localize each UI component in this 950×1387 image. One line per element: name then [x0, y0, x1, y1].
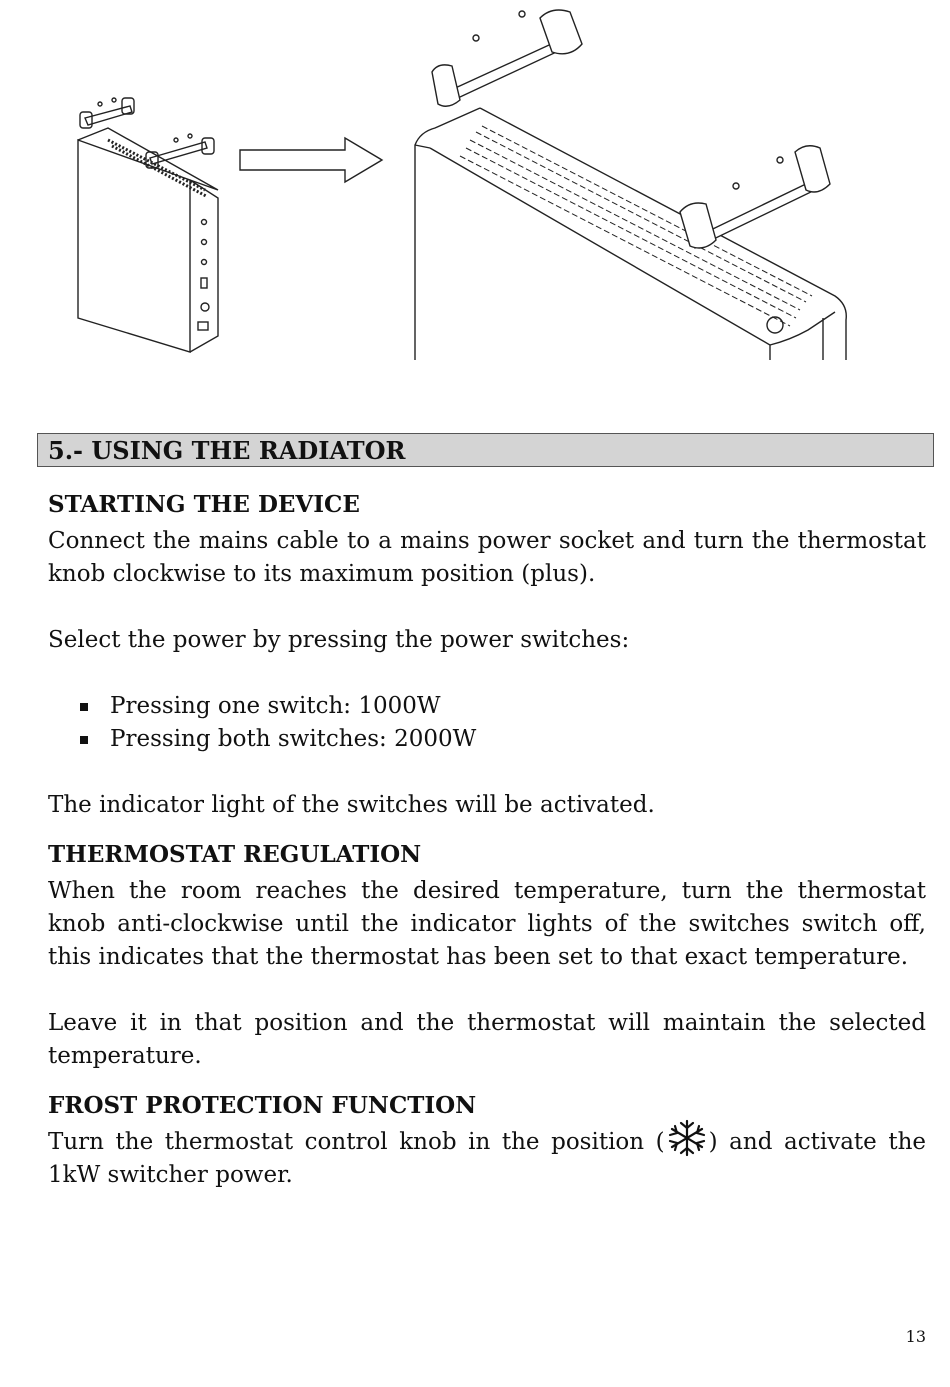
content-body — [48, 488, 926, 1192]
starting-paragraph-1: Connect the mains cable to a mains power socket and turn the thermostat knob clockwise to its maximum position (plus). — [48, 528, 926, 587]
power-options-list — [48, 690, 926, 756]
list-item: Pressing both switches: 2000W — [80, 723, 926, 756]
snowflake-icon — [667, 1118, 707, 1158]
bullet-square-icon — [80, 703, 88, 711]
small-radiator-drawing — [78, 98, 218, 352]
thermostat-paragraph-1: When the room reaches the desired temperature, turn the thermostat knob anti-clockwise until the indicator lights of the switches switch off, this indicates that the thermostat has been set to that exact temperature. — [48, 878, 926, 970]
radiator-mounting-illustration — [0, 0, 950, 365]
large-radiator-drawing — [415, 10, 846, 360]
heading-thermostat-regulation: THERMOSTAT REGULATION — [48, 841, 422, 868]
heading-starting-device: STARTING THE DEVICE — [48, 491, 360, 518]
heading-frost-protection: FROST PROTECTION FUNCTION — [48, 1092, 477, 1119]
arrow-right-icon — [240, 138, 382, 182]
list-item: Pressing one switch: 1000W — [80, 690, 926, 723]
bullet-square-icon — [80, 736, 88, 744]
starting-paragraph-3: The indicator light of the switches will be activated. — [48, 792, 655, 818]
starting-paragraph-2: Select the power by pressing the power switches: — [48, 627, 630, 653]
section-title: 5.- USING THE RADIATOR — [37, 433, 934, 467]
page-number: 13 — [905, 1327, 926, 1346]
thermostat-paragraph-2: Leave it in that position and the thermostat will maintain the selected temperature. — [48, 1010, 926, 1069]
frost-paragraph: Turn the thermostat control knob in the position ( ) and activate the 1kW switcher power. — [48, 1126, 926, 1192]
